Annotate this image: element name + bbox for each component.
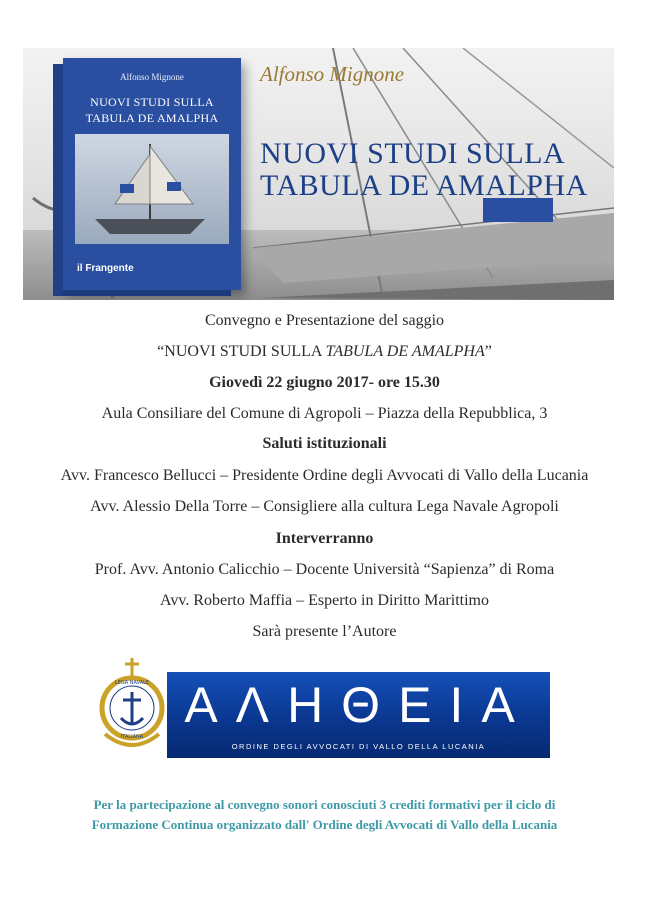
aletheia-subtitle: ORDINE DEGLI AVVOCATI DI VALLO DELLA LUCANIA <box>231 742 486 751</box>
event-venue: Aula Consiliare del Comune di Agropoli – Piazza della Repubblica, 3 <box>101 405 548 422</box>
banner-author: Alfonso Mignone <box>260 62 405 86</box>
aletheia-word: ΑΛΗΘΕΙΑ <box>184 677 533 733</box>
event-subtitle-part-c: ” <box>484 343 492 360</box>
lega-navale-top-text: LEGA NAVALE <box>114 680 150 686</box>
book-title-line1: NUOVI STUDI SULLA <box>90 95 214 109</box>
greeting-item: Avv. Alessio Della Torre – Consigliere alla cultura Lega Navale Agropoli <box>90 498 559 515</box>
event-heading: Convegno e Presentazione del saggio <box>204 312 445 329</box>
banner-title-line2: TABULA DE AMALPHA <box>260 169 588 202</box>
banner-title <box>260 138 588 202</box>
speakers-heading: Interverranno <box>275 530 374 547</box>
book-title <box>63 94 241 126</box>
ship-icon <box>75 134 229 244</box>
book-spine <box>53 64 63 296</box>
footer-line1: Per la partecipazione al convegno sonori conosciuti 3 crediti formativi per il ciclo di <box>93 797 556 812</box>
event-date: Giovedì 22 giugno 2017- ore 15.30 <box>209 374 440 391</box>
aletheia-logo <box>167 672 550 758</box>
book-author: Alfonso Mignone <box>120 72 184 82</box>
speaker-item: Prof. Avv. Antonio Calicchio – Docente Università “Sapienza” di Roma <box>94 561 555 578</box>
lega-navale-logo <box>97 656 167 752</box>
banner <box>23 48 614 300</box>
book-cover <box>63 58 241 290</box>
book-publisher: il Frangente <box>77 263 134 274</box>
greeting-item: Avv. Francesco Bellucci – Presidente Ordine degli Avvocati di Vallo della Lucania <box>60 467 589 484</box>
lega-navale-bottom-text: ITALIANA <box>120 734 144 740</box>
book-title-line2: TABULA DE AMALPHA <box>85 111 219 125</box>
greetings-heading: Saluti istituzionali <box>262 435 387 452</box>
banner-title-line1: NUOVI STUDI SULLA <box>260 137 566 170</box>
book-cover-image <box>75 134 229 244</box>
event-subtitle-part-a: “NUOVI STUDI SULLA <box>157 343 326 360</box>
speaker-item: Avv. Roberto Maffia – Esperto in Diritto Marittimo <box>160 592 489 609</box>
event-subtitle-italic: TABULA DE AMALPHA <box>325 343 485 360</box>
footer-line2: Formazione Continua organizzato dall' Ordine degli Avvocati di Vallo della Lucania <box>91 817 558 832</box>
author-present: Sarà presente l’Autore <box>252 623 397 640</box>
event-subtitle <box>0 343 649 361</box>
